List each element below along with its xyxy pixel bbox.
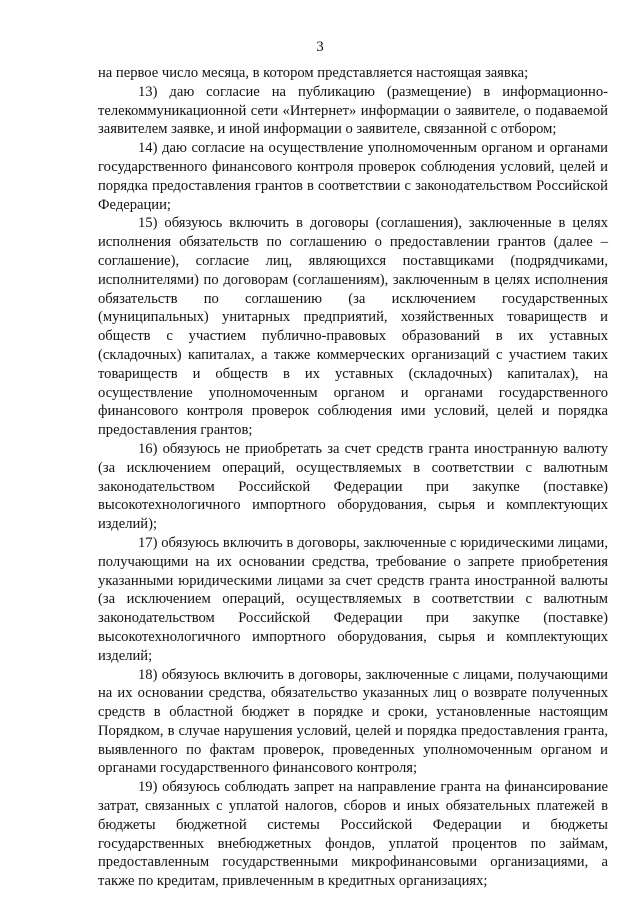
page-number: 3 [316,39,324,55]
paragraph-item-16: 16) обязуюсь не приобретать за счет средств гранта иностранную валюту (за исключением операций, осуществляемых в соответствии с валютным законодательством Российской Федерации при закупке (поставке) высокотехнологичного импортного оборудования, сырья и комплектующих изделий); [98,440,608,533]
document-body [98,64,608,891]
paragraph-item-13: 13) даю согласие на публикацию (размещение) в информационно-телекоммуникационной сети «Интернет» информации о заявителе, о подаваемой заявителем заявке, и иной информации о заявителе, связанной с отбором; [98,83,608,138]
paragraph-item-17: 17) обязуюсь включить в договоры, заключенные с юридическими лицами, получающими на их основании средства, требование о запрете приобретения указанными юридическими лицами за счет средств гранта иностранной валюты (за исключением операций, осуществляемых в соответствии с валютным законодательством Российской Федерации при закупке (поставке) высокотехнологичного импортного оборудования, сырья и комплектующих изделий; [98,534,608,664]
paragraph-continuation: на первое число месяца, в котором представляется настоящая заявка; [98,65,529,81]
paragraph-item-15: 15) обязуюсь включить в договоры (соглашения), заключенные в целях исполнения обязательств по соглашению о предоставлении грантов (далее – соглашение), согласие лиц, являющихся поставщиками (подрядчиками, исполнителями) по договорам (соглашениям), заключенным в целях исполнения обязательств по соглашению (за исключением государственных (муниципальных) унитарных предприятий, хозяйственных товариществ и обществ с участием публично-правовых образований в их уставных (складочных) капиталах, а также коммерческих организаций с участием таких товариществ и обществ в их уставных (складочных) капиталах), на осуществление уполномоченным органом и органами государственного финансового контроля проверок соблюдения ими условий, целей и порядка предоставления грантов; [98,215,608,439]
paragraph-item-18: 18) обязуюсь включить в договоры, заключенные с лицами, получающими на их основании средства, обязательство указанных лиц о возврате полученных средств в областной бюджет в порядке и сроки, установленные настоящим Порядком, в случае нарушения условий, целей и порядка предоставления гранта, выявленного по фактам проверок, проведенных уполномоченным органом и органами государственного финансового контроля; [98,666,608,777]
paragraph-item-14: 14) даю согласие на осуществление уполномоченным органом и органами государственного финансового контроля проверок соблюдения условий, целей и порядка предоставления грантов в соответствии с законодательством Российской Федерации; [98,140,608,213]
paragraph-item-19: 19) обязуюсь соблюдать запрет на направление гранта на финансирование затрат, связанных с уплатой налогов, сборов и иных обязательных платежей в бюджеты бюджетной системы Российской Федерации и бюджеты государственных внебюджетных фондов, уплатой процентов по займам, предоставленным государственными микрофинансовыми организациями, а также по кредитам, привлеченным в кредитных организациях; [98,779,608,890]
